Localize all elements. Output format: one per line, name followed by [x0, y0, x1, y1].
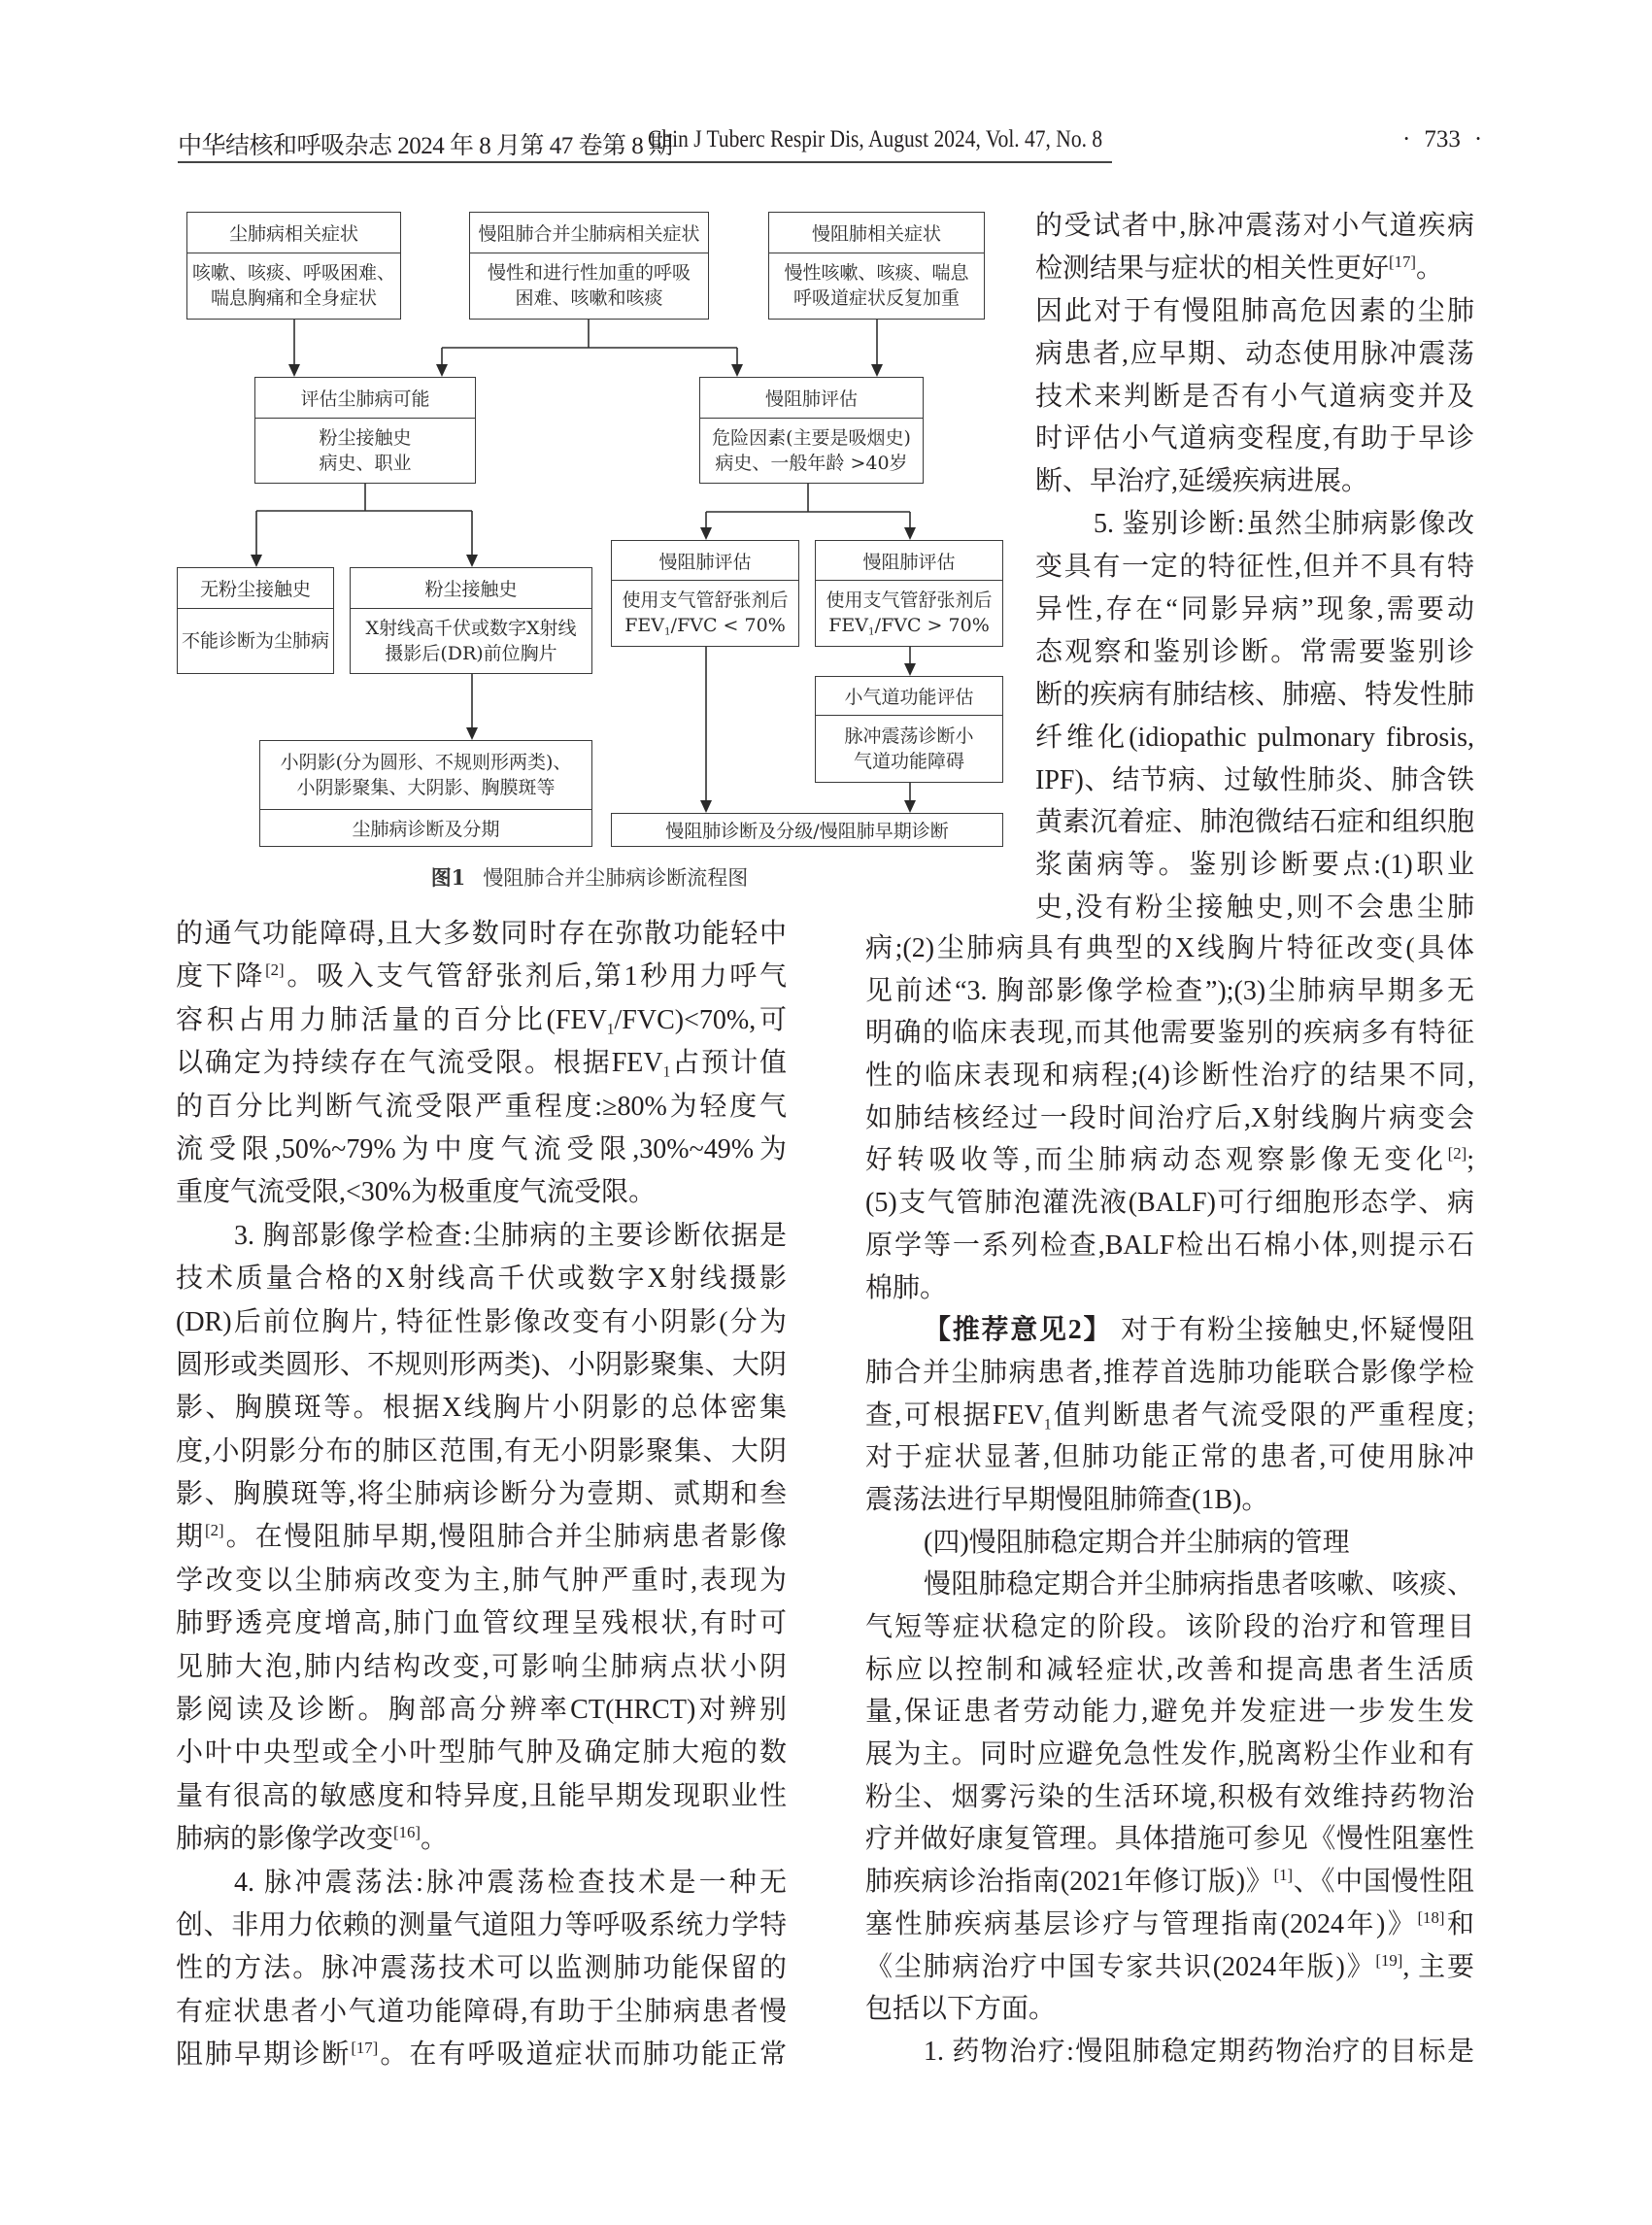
text-line: [1035, 801, 1474, 844]
text-run: 展为主。同时应避免急性发作,脱离粉尘作业和有: [865, 1739, 1474, 1770]
text-line: [1035, 333, 1474, 376]
flow-box-title: 慢阻肺合并尘肺病相关症状: [470, 213, 708, 253]
text-line: [1035, 844, 1474, 887]
text-run: 肺病的影像学改变: [176, 1824, 394, 1855]
text-run: 见肺大泡,肺内结构改变,可影响尘肺病点状小阴: [176, 1651, 787, 1682]
flow-box-text: 不能诊断为尘肺病: [181, 629, 329, 652]
text-line: [865, 1139, 1474, 1182]
flow-box-title: 评估尘肺病可能: [255, 378, 475, 419]
flow-box-title: 慢阻肺评估: [816, 541, 1002, 581]
text-column-left: [176, 913, 787, 2077]
flow-box-title: 慢阻肺评估: [612, 541, 798, 581]
text-line: [865, 1309, 1474, 1352]
text-line: [1035, 589, 1474, 631]
figure-caption: [421, 862, 758, 892]
text-line: [176, 1947, 787, 1990]
text-run: 好转吸收等,而尘肺病动态观察影像无变化: [865, 1145, 1448, 1176]
text-run: 变具有一定的特征性,但并不具有特: [1035, 552, 1474, 583]
text-line: [176, 1775, 787, 1818]
text-line: [865, 1479, 1474, 1522]
text-run: 技术质量合格的X射线高千伏或数字X射线摄影: [176, 1264, 787, 1295]
flow-box-body: [178, 609, 333, 672]
text-line: [176, 956, 787, 998]
fev-label: FEV: [828, 615, 869, 636]
text-line: [176, 1215, 787, 1258]
text-run: 病;(2)尘肺病具有典型的X线胸片特征改变(具体: [865, 933, 1474, 963]
text-line: [176, 1129, 787, 1171]
flow-box-copd-pneumoconiosis-symptoms: [469, 212, 709, 320]
fev-subscript: 1: [868, 625, 875, 638]
subscript: 1: [606, 1021, 615, 1038]
text-run: 疗并做好康复管理。具体措施可参见《慢性阻塞性: [865, 1824, 1474, 1855]
text-run: 值判断患者气流受限的严重程度;: [1051, 1399, 1474, 1431]
text-run: 棉肺。: [865, 1272, 948, 1303]
flow-box-text: 呼吸道症状反复加重: [792, 287, 960, 309]
text-run: 标应以控制和减轻症状,改善和提高患者生活质: [865, 1654, 1474, 1685]
flow-box-assess-pneumoconiosis: [254, 377, 476, 484]
citation-superscript: [19]: [1375, 1950, 1403, 1970]
text-run: 3. 胸部影像学检查:尘肺病的主要诊断依据是: [234, 1220, 787, 1251]
text-run: /FVC)<70%,可: [614, 1004, 787, 1035]
flow-box-title: 慢阻肺评估: [700, 378, 923, 419]
text-line: [1035, 376, 1474, 419]
text-line: [1035, 674, 1474, 717]
text-run: 断、早治疗,延缓疾病进展。: [1035, 466, 1369, 497]
text-run: 以确定为持续存在气流受限。根据FEV: [176, 1048, 663, 1079]
citation-superscript: [2]: [205, 1521, 224, 1540]
text-run: 量,保证患者劳动能力,避免并发症进一步发生发: [865, 1697, 1474, 1728]
flow-box-text: 气道功能障碍: [853, 750, 964, 772]
flow-box-body: [700, 419, 923, 482]
text-line: [176, 1602, 787, 1645]
text-line: [865, 1734, 1474, 1776]
text-line: [865, 1182, 1474, 1225]
journal-title-en: Chin J Tuberc Respir Dis, August 2024, Vol. 47, No. 8: [648, 126, 1103, 152]
arrowhead-down-icon: [288, 364, 300, 377]
flow-box-body: [769, 253, 984, 318]
text-run: 时评估小气道病变程度,有助于早诊: [1035, 423, 1474, 455]
text-run: 态观察和鉴别诊断。常需要鉴别诊: [1035, 636, 1474, 667]
text-line: [176, 1387, 787, 1430]
text-run: 断的疾病有肺结核、肺癌、特发性肺: [1035, 679, 1474, 710]
text-line: [176, 1862, 787, 1905]
subscript: 1: [662, 1063, 671, 1081]
text-run: (5)支气管肺泡灌洗液(BALF)可行细胞形态学、病: [865, 1188, 1474, 1219]
text-line: [865, 1988, 1474, 2031]
text-line: [865, 1691, 1474, 1734]
arrowhead-down-icon: [436, 364, 448, 377]
text-line: [1035, 460, 1474, 503]
journal-title-cn: 中华结核和呼吸杂志 2024 年 8 月第 47 卷第 8 期: [178, 133, 673, 159]
arrowhead-down-icon: [700, 800, 712, 813]
page-number-value: 733: [1424, 126, 1461, 152]
text-run: 占预计值: [670, 1048, 787, 1079]
text-line: [176, 1431, 787, 1473]
flow-box-text: 慢性咳嗽、咳痰、喘息: [784, 262, 969, 284]
flow-box-fev-ratio: [624, 613, 786, 638]
text-run: 。: [420, 1824, 448, 1855]
flow-box-text: 摄影后(DR)前位胸片: [385, 642, 557, 664]
text-run: 史,没有粉尘接触史,则不会患尘肺: [1035, 893, 1474, 924]
text-run: 慢阻肺稳定期合并尘肺病指患者咳嗽、咳痰、: [924, 1569, 1474, 1601]
text-line: [865, 1861, 1474, 1904]
text-run: 包括以下方面。: [865, 1994, 1057, 2025]
arrowhead-down-icon: [904, 663, 916, 676]
flow-box-body: [260, 741, 591, 810]
text-run: 检测结果与症状的相关性更好: [1035, 253, 1390, 284]
text-run: ;: [1467, 1145, 1474, 1176]
text-run: 病患者,应早期、动态使用脉冲震荡: [1035, 338, 1474, 369]
text-line: [1035, 248, 1474, 290]
text-line: [865, 1606, 1474, 1649]
text-run: 4. 脉冲震荡法:脉冲震荡检查技术是一种无: [234, 1867, 787, 1898]
text-run: 如肺结核经过一段时间治疗后,X射线胸片病变会: [865, 1102, 1474, 1133]
text-line: [865, 1267, 1474, 1310]
flow-box-copd-symptoms: [768, 212, 985, 320]
text-run: 重度气流受限,<30%为极重度气流受限。: [176, 1177, 657, 1208]
text-run: 度下降: [176, 961, 266, 993]
flow-box-copd-assessment-below-70: [611, 540, 799, 647]
arrowhead-down-icon: [904, 800, 916, 813]
text-line: [176, 1732, 787, 1774]
text-line: [176, 1301, 787, 1344]
flow-box-text: 病史、职业: [319, 452, 412, 474]
recommendation-label: 【推荐意见2】: [924, 1315, 1113, 1346]
arrowhead-down-icon: [466, 555, 478, 567]
flow-box-copd-assessment-above-70: [815, 540, 1003, 647]
text-line: [1035, 205, 1474, 248]
text-line: [865, 1225, 1474, 1267]
text-run: 粉尘、烟雾污染的生活环境,积极有效维持药物治: [865, 1781, 1474, 1812]
text-run: 。吸入支气管舒张剂后,第1秒用力呼气: [284, 961, 787, 993]
text-run: 和: [1444, 1908, 1474, 1939]
flow-box-fev-ratio: [828, 613, 990, 638]
text-line: [1035, 759, 1474, 802]
text-line: [865, 1055, 1474, 1097]
text-run: 《尘肺病治疗中国专家共识(2024年版)》: [865, 1951, 1376, 1982]
text-line: [176, 1473, 787, 1516]
flow-box-body: [351, 609, 591, 672]
arrowhead-down-icon: [731, 364, 743, 377]
text-line: [865, 1904, 1474, 1946]
text-run: 期: [176, 1522, 206, 1553]
flow-box-body: [187, 253, 400, 318]
figure-number: 图1: [430, 865, 466, 890]
text-line: [176, 1560, 787, 1602]
text-line: [1035, 503, 1474, 546]
text-run: 对于有粉尘接触史,怀疑慢阻: [1112, 1315, 1474, 1346]
arrowhead-down-icon: [904, 527, 916, 540]
text-run: 圆形或类圆形、不规则形两类)、小阴影聚集、大阴: [176, 1349, 787, 1380]
text-line: [176, 1171, 787, 1214]
text-run: , 主要: [1402, 1951, 1474, 1982]
fev-threshold: /FVC > 70%: [874, 615, 990, 636]
text-line: [865, 1436, 1474, 1479]
arrowhead-down-icon: [466, 727, 478, 740]
text-line: [176, 1258, 787, 1300]
text-run: 的受试者中,脉冲震荡对小气道疾病: [1035, 211, 1474, 241]
arrowhead-down-icon: [251, 555, 262, 567]
flow-box-text: 困难、咳嗽和咳痰: [515, 287, 663, 309]
flow-box-pneumoconiosis-symptoms: [186, 212, 401, 320]
text-line: [176, 1646, 787, 1689]
text-run: 明确的临床表现,而其他需要鉴别的疾病多有特征: [865, 1018, 1474, 1049]
text-run: 流受限,50%~79%为中度气流受限,30%~49%为: [176, 1133, 787, 1164]
text-line: [176, 1689, 787, 1732]
text-line: [865, 1564, 1474, 1606]
text-run: 、《中国慢性阻: [1293, 1867, 1474, 1898]
flow-box-body: [816, 716, 1002, 781]
text-run: 对于症状显著,但肺功能正常的患者,可使用脉冲: [865, 1442, 1474, 1473]
fev-label: FEV: [624, 615, 665, 636]
text-line: [176, 1991, 787, 2034]
citation-superscript: [17]: [351, 2039, 379, 2058]
text-line: [1035, 717, 1474, 759]
text-line: [176, 1818, 787, 1861]
citation-superscript: [17]: [1389, 252, 1416, 271]
text-run: 学改变以尘肺病改变为主,肺气肿严重时,表现为: [176, 1565, 787, 1596]
flow-box-text: 使用支气管舒张剂后: [826, 590, 993, 611]
flow-box-text: 小阴影(分为圆形、不规则形两类)、: [280, 752, 572, 773]
text-run: 性的方法。脉冲震荡技术可以监测肺功能保留的: [176, 1953, 787, 1984]
text-run: 黄素沉着症、肺泡微结石症和组织胞: [1035, 807, 1474, 838]
flow-box-dust-exposure: [350, 567, 592, 674]
text-run: 。在有呼吸道症状而肺功能正常: [378, 2040, 787, 2071]
text-column-right-lower: [865, 927, 1474, 2073]
text-line: [176, 1086, 787, 1129]
flow-box-body: [255, 419, 475, 482]
text-run: 异性,存在“同影异病”现象,需要动: [1035, 594, 1474, 625]
flow-box-text: 慢性和进行性加重的呼吸: [487, 262, 691, 284]
text-run: 5. 鉴别诊断:虽然尘肺病影像改: [1094, 509, 1474, 540]
flow-box-text: 喘息胸痛和全身症状: [210, 287, 377, 309]
figure-title: 慢阻肺合并尘肺病诊断流程图: [483, 866, 749, 890]
text-run: 影阅读及诊断。胸部高分辨率CT(HRCT)对辨别: [176, 1695, 787, 1726]
text-run: 肺野透亮度增高,肺门血管纹理呈残根状,有时可: [176, 1608, 787, 1639]
fev-subscript: 1: [664, 625, 671, 638]
text-run: 度,小阴影分布的肺区范围,有无小阴影聚集、大阴: [176, 1435, 787, 1466]
text-run: 的百分比判断气流受限严重程度:≥80%为轻度气: [176, 1091, 787, 1122]
text-run: 纤维化(idiopathic pulmonary fibrosis,: [1035, 722, 1474, 753]
text-line: [176, 1905, 787, 1947]
flow-box-text: X射线高千伏或数字X射线: [365, 617, 577, 639]
text-run: (四)慢阻肺稳定期合并尘肺病的管理: [924, 1527, 1350, 1558]
subscript: 1: [1043, 1415, 1052, 1433]
text-run: 肺疾病诊治指南(2021年修订版)》: [865, 1867, 1274, 1898]
text-line: [1035, 290, 1474, 333]
arrowhead-down-icon: [871, 364, 883, 377]
text-run: 影、胸膜斑等,将尘肺病诊断分为壹期、贰期和叁: [176, 1479, 787, 1510]
flow-box-title: 小气道功能评估: [816, 677, 1002, 716]
text-run: 见前述“3. 胸部影像学检查”);(3)尘肺病早期多无: [865, 975, 1474, 1006]
text-line: [176, 913, 787, 956]
flow-box-title: 无粉尘接触史: [178, 568, 333, 609]
text-run: 小叶中央型或全小叶型肺气肿及确定肺大疱的数: [176, 1737, 787, 1769]
text-line: [1035, 418, 1474, 460]
text-run: 塞性肺疾病基层诊疗与管理指南(2024年)》: [865, 1908, 1418, 1939]
text-line: [865, 2031, 1474, 2073]
text-run: IPF)、结节病、过敏性肺炎、肺含铁: [1035, 764, 1474, 795]
text-run: 原学等一系列检查,BALF检出石棉小体,则提示石: [865, 1230, 1474, 1261]
text-line: [176, 1344, 787, 1387]
text-line: [865, 1097, 1474, 1140]
citation-superscript: [2]: [265, 961, 285, 980]
flow-box-body: [612, 581, 798, 645]
text-run: 的通气功能障碍,且大多数同时存在弥散功能轻中: [176, 919, 787, 949]
citation-superscript: [16]: [393, 1823, 421, 1842]
text-run: 阻肺早期诊断: [176, 2040, 352, 2071]
flow-box-small-airway-assessment: [815, 676, 1003, 783]
text-run: 技术来判断是否有小气道病变并及: [1035, 381, 1474, 412]
citation-superscript: [2]: [1447, 1144, 1467, 1163]
text-line: [865, 1818, 1474, 1861]
text-line: [176, 1516, 787, 1559]
text-run: 性的临床表现和病程;(4)诊断性治疗的结果不同,: [865, 1061, 1474, 1092]
text-line: [865, 970, 1474, 1013]
text-run: 量有很高的敏感度和特异度,且能早期发现职业性: [176, 1780, 787, 1811]
text-run: (DR)后前位胸片, 特征性影像改变有小阴影(分为: [176, 1306, 787, 1337]
citation-superscript: [1]: [1273, 1866, 1294, 1885]
text-line: [865, 1649, 1474, 1692]
flow-box-footer: 尘肺病诊断及分期: [352, 818, 500, 840]
flow-box-body: [470, 253, 708, 318]
fev-threshold: /FVC < 70%: [670, 615, 786, 636]
flow-box-copd-diagnosis-grading: 慢阻肺诊断及分级/慢阻肺早期诊断: [611, 813, 1003, 847]
text-line: [176, 2034, 787, 2076]
flow-box-text: 危险因素(主要是吸烟史): [712, 426, 911, 449]
text-run: 因此对于有慢阻肺高危因素的尘肺: [1035, 295, 1474, 326]
text-line: [1035, 887, 1474, 929]
citation-superscript: [18]: [1417, 1907, 1445, 1927]
text-line: [865, 1012, 1474, 1055]
flow-box-title: 慢阻肺相关症状: [769, 213, 984, 253]
text-run: 。在慢阻肺早期,慢阻肺合并尘肺病患者影像: [223, 1522, 787, 1553]
text-line: [865, 927, 1474, 970]
text-run: 浆菌病等。鉴别诊断要点:(1)职业: [1035, 850, 1474, 881]
flow-box-text: 粉尘接触史: [319, 426, 412, 449]
text-line: [1035, 631, 1474, 674]
text-run: 影、胸膜斑等。根据X线胸片小阴影的总体密集: [176, 1393, 787, 1424]
arrowhead-down-icon: [700, 527, 712, 540]
flow-box-no-dust-exposure: [177, 567, 334, 674]
text-run: 容积占用力肺活量的百分比(FEV: [176, 1004, 607, 1035]
text-run: 震荡法进行早期慢阻肺筛查(1B)。: [865, 1484, 1269, 1515]
flow-box-text: 小阴影聚集、大阴影、胸膜斑等: [296, 777, 556, 798]
text-run: 气短等症状稳定的阶段。该阶段的治疗和管理目: [865, 1612, 1474, 1642]
flow-box-text: 病史、一般年龄 >40岁: [715, 452, 908, 474]
flow-box-title: 粉尘接触史: [351, 568, 591, 609]
flow-box-text: 使用支气管舒张剂后: [622, 590, 789, 611]
text-run: 有症状患者小气道功能障碍,有助于尘肺病患者慢: [176, 1996, 787, 2027]
flow-box-pneumoconiosis-diagnosis-staging: [259, 740, 592, 847]
flow-box-title: 尘肺病相关症状: [187, 213, 400, 253]
text-line: [1035, 546, 1474, 589]
text-line: [176, 999, 787, 1042]
flow-box-text: 脉冲震荡诊断小: [844, 725, 974, 747]
text-line: [865, 1352, 1474, 1395]
text-line: [865, 1522, 1474, 1565]
text-run: 创、非用力依赖的测量气道阻力等呼吸系统力学特: [176, 1909, 787, 1940]
text-run: 。: [1415, 253, 1443, 284]
text-column-right-upper: [1035, 205, 1474, 929]
flow-box-text: 咳嗽、咳痰、呼吸困难、: [191, 262, 395, 284]
text-line: [865, 1395, 1474, 1437]
text-run: 肺合并尘肺病患者,推荐首选肺功能联合影像学检: [865, 1357, 1474, 1388]
text-run: 1. 药物治疗:慢阻肺稳定期药物治疗的目标是: [924, 2036, 1474, 2067]
text-run: 查,可根据FEV: [865, 1399, 1044, 1431]
page-number-dot-right: ·: [1473, 126, 1483, 152]
text-line: [865, 1776, 1474, 1819]
flow-box-body: [816, 581, 1002, 645]
page-number-dot-left: ·: [1402, 126, 1411, 152]
flow-box-copd-assessment: [699, 377, 924, 484]
text-line: [176, 1042, 787, 1085]
text-line: [865, 1946, 1474, 1989]
